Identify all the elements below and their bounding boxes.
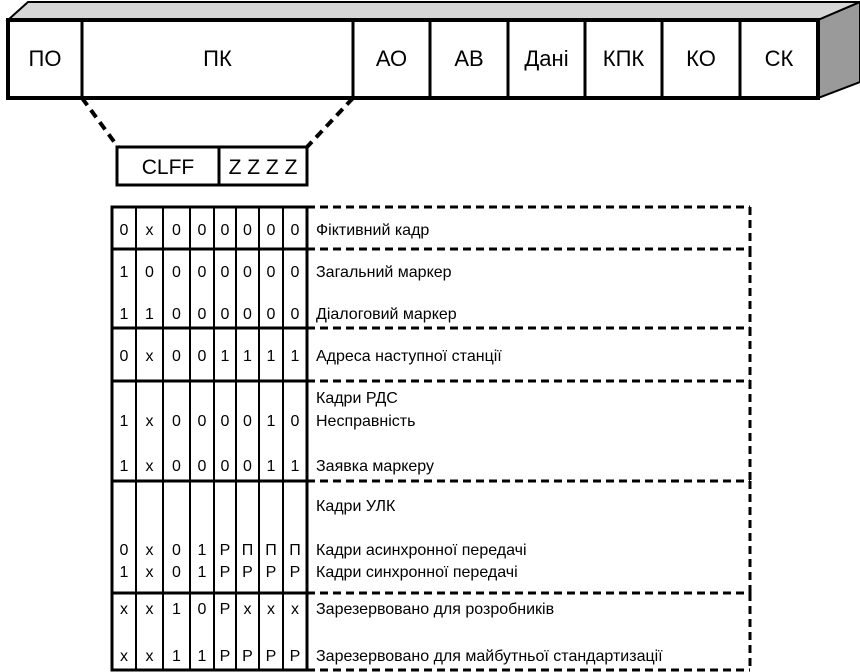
- bit-cell: x: [120, 601, 128, 618]
- bit-cell: 1: [145, 306, 154, 323]
- row-description: Кадри асинхронної передачі: [316, 542, 527, 559]
- bit-cell: 0: [266, 222, 276, 239]
- frame-field-ko: КО: [686, 46, 716, 71]
- bit-cell: Р: [265, 648, 277, 665]
- bit-cell: 1: [266, 348, 276, 365]
- bit-cell: 0: [266, 264, 276, 281]
- bit-cell: П: [289, 542, 301, 559]
- bit-block-3: [112, 328, 307, 381]
- bit-cell: 0: [172, 348, 181, 365]
- bit-cell: 0: [172, 306, 181, 323]
- bit-cell: 0: [197, 264, 207, 281]
- bit-cell: x: [145, 564, 154, 581]
- bit-cell: 0: [197, 413, 207, 430]
- bit-cell: Р: [219, 564, 231, 581]
- bit-cell: 0: [243, 458, 252, 475]
- bit-cell: 1: [266, 413, 276, 430]
- bit-cell: x: [145, 348, 154, 365]
- zoom-line-left: [82, 98, 118, 147]
- row-description: Заявка маркеру: [316, 458, 435, 475]
- bit-cell: 0: [197, 348, 207, 365]
- bit-cell: 0: [172, 413, 181, 430]
- bit-cell: 0: [220, 222, 230, 239]
- frame-side-face: [818, 2, 860, 98]
- bit-cell: П: [241, 542, 254, 559]
- bit-cell: x: [145, 413, 154, 430]
- bit-cell: 0: [220, 306, 230, 323]
- bit-cell: 0: [172, 564, 181, 581]
- bit-cell: x: [267, 601, 275, 618]
- row-description: Кадри синхронної передачі: [316, 564, 518, 581]
- row-description: Загальний маркер: [316, 264, 452, 281]
- bit-cell: 1: [119, 264, 129, 281]
- bit-cell: 1: [290, 348, 300, 365]
- bit-cell: 1: [197, 564, 207, 581]
- bit-cell: 0: [145, 264, 154, 281]
- row-description: Діалоговий маркер: [316, 306, 457, 323]
- bit-cell: 0: [197, 458, 207, 475]
- frame-field-av: АВ: [454, 46, 484, 71]
- row-description: Кадри РДС: [316, 390, 398, 407]
- bit-cell: 1: [119, 306, 129, 323]
- bit-cell: x: [145, 222, 154, 239]
- bit-cell: 1: [119, 458, 129, 475]
- row-description: Адреса наступної станції: [316, 348, 502, 365]
- bit-cell: x: [291, 601, 299, 618]
- bit-cell: 0: [197, 222, 207, 239]
- bit-cell: 1: [266, 458, 276, 475]
- bit-cell: 0: [266, 306, 276, 323]
- bit-cell: 0: [220, 458, 230, 475]
- row-description: Зарезервовано для розробників: [316, 601, 555, 618]
- bit-cell: П: [265, 542, 277, 559]
- frame-field-ao: АО: [375, 46, 408, 71]
- bit-cell: 0: [290, 264, 300, 281]
- bit-cell: 0: [243, 222, 252, 239]
- bit-cell: 0: [197, 306, 207, 323]
- bit-cell: Р: [289, 564, 301, 581]
- bit-cell: Р: [219, 648, 231, 665]
- bit-cell: x: [145, 542, 154, 559]
- frame-field-po: ПО: [28, 46, 62, 71]
- bit-cell: x: [120, 648, 128, 665]
- bit-cell: x: [145, 458, 154, 475]
- bit-cell: x: [145, 648, 154, 665]
- bit-block-6: [112, 593, 307, 670]
- bit-cell: 0: [172, 222, 181, 239]
- row-description: Несправність: [316, 413, 416, 430]
- bit-cell: Р: [219, 542, 231, 559]
- bit-cell: 0: [220, 413, 230, 430]
- clff-label: CLFF: [141, 156, 195, 179]
- bit-cell: 1: [243, 348, 252, 365]
- bit-cell: x: [243, 601, 252, 618]
- bit-cell: 1: [172, 648, 181, 665]
- bit-cell: Р: [289, 648, 301, 665]
- control-field-table: [112, 207, 750, 670]
- bit-cell: 0: [172, 542, 181, 559]
- bit-cell: 0: [197, 601, 207, 618]
- bit-block-2: [112, 249, 307, 328]
- bit-cell: 1: [119, 413, 129, 430]
- bit-cell: Р: [242, 564, 253, 581]
- bit-block-5: [112, 481, 307, 593]
- bit-cell: Р: [242, 648, 253, 665]
- bit-cell: 0: [172, 264, 181, 281]
- row-description: Фіктивний кадр: [316, 222, 430, 239]
- bit-cell: 0: [119, 222, 129, 239]
- bit-block-4: [112, 381, 307, 481]
- bit-cell: 0: [119, 542, 129, 559]
- frame-top-face: [8, 2, 860, 20]
- frame-field-sk: СК: [764, 46, 794, 71]
- bit-cell: 0: [172, 458, 181, 475]
- bit-cell: 1: [119, 564, 129, 581]
- bit-block-1: [112, 207, 307, 249]
- frame-field-kpk: КПК: [602, 46, 645, 71]
- bit-cell: 1: [197, 542, 207, 559]
- bit-cell: 1: [220, 348, 230, 365]
- bit-cell: 0: [243, 264, 252, 281]
- zoom-line-right: [307, 98, 353, 147]
- frame-field-pk: ПК: [203, 46, 232, 71]
- bit-cell: 0: [119, 348, 129, 365]
- frame-field-dani: Дані: [524, 46, 569, 71]
- bit-cell: Р: [219, 601, 231, 618]
- bit-cell: Р: [265, 564, 277, 581]
- bit-cell: 0: [290, 306, 300, 323]
- bit-cell: 0: [290, 413, 300, 430]
- bit-cell: 1: [197, 648, 207, 665]
- bit-cell: 0: [243, 306, 252, 323]
- bit-cell: 1: [290, 458, 300, 475]
- zzzz-label: Z Z Z Z: [228, 156, 298, 179]
- bit-cell: x: [145, 601, 154, 618]
- bit-cell: 1: [172, 601, 181, 618]
- row-description: Зарезервовано для майбутньої стандартизації: [316, 648, 663, 665]
- bit-cell: 0: [243, 413, 252, 430]
- bit-cell: 0: [220, 264, 230, 281]
- row-description: Кадри УЛК: [316, 498, 396, 515]
- bit-cell: 0: [290, 222, 300, 239]
